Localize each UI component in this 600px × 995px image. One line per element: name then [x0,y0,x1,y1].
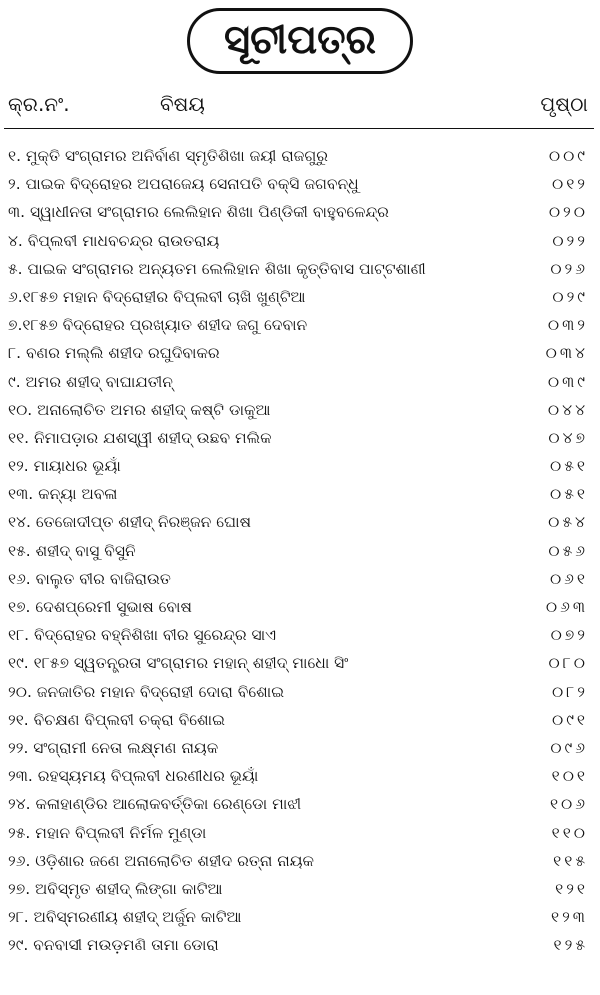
list-item-page: ୦୮୦ [548,654,588,673]
list-item-title: ୨. ପାଇକ ବିଦ୍ରୋହର ଅପରାଜେୟ ସେନାପତି ବକ୍ସି ଜଗବନ୍ଧୁ [8,175,359,194]
list-item-page: ୦୬୧ [549,569,588,588]
list-item-title: ୯. ଅମର ଶହୀଦ୍ ବାଘାଯତୀନ୍ [8,372,173,391]
list-item [0,537,600,565]
list-item [0,565,600,593]
list-item [0,198,600,226]
list-item-page: ୦୨୯ [552,287,588,306]
list-item [0,396,600,424]
list-item-title: ୨୧. ବିଚକ୍ଷଣ ବିପ୍ଲବୀ ଚକ୍ରା ବିଶୋଇ [8,710,225,729]
list-item-title: ୨୬. ଓଡ଼ିଶାର ଜଣେ ଅନାଲୋଚିତ ଶହୀଦ ରତ୍ନା ନାୟକ [8,851,314,870]
list-item-page: ୦୫୧ [550,485,588,504]
list-item-title: ୧୩. କନ୍ୟା ଅବଳା [8,485,118,504]
list-item-title: ୨୯. ବନବାସୀ ମଉଡ଼ମଣି ତାମା ଡୋରା [8,936,219,955]
list-item-page: ୧୨୧ [555,879,588,898]
list-item [0,368,600,396]
list-item [0,847,600,875]
list-item-title: ୭.୧୮୫୭ ବିଦ୍ରୋହର ପ୍ରଖ୍ୟାତ ଶହୀଦ ଜଗୁ ଦେବାନ [8,316,308,335]
list-item-title: ୩. ସ୍ୱାଧୀନତା ସଂଗ୍ରାମର ଲେଲିହାନ ଶିଖା ପିଣ୍ଡିକୀ ବାହୁବଳେନ୍ଦ୍ର [8,203,389,222]
header-serial-number: କ୍ର.ନଂ. [8,92,70,116]
list-item-title: ୨୪. କଳାହାଣ୍ଡିର ଆଲୋକବର୍ତ୍ତିକା ରେଣ୍ଡୋ ମାଝୀ [8,795,302,814]
list-item-title: ୧୫. ଶହୀଦ୍ ବାସୁ ବିସୁନି [8,541,136,560]
list-item-title: ୧୨. ମାୟାଧର ଭୂୟାଁ [8,457,121,476]
list-item-title: ୧. ମୁକ୍ତି ସଂଗ୍ରାମର ଅନିର୍ବାଣ ସ୍ମୃତିଶିଖା ଜୟୀ ରାଜଗୁରୁ [8,147,329,165]
list-item-page: ୦୨୬ [550,259,588,278]
header-page: ପୃଷ୍ଠା [540,92,588,116]
list-item-page: ୧୦୧ [551,767,588,786]
title-container [0,8,600,74]
list-item-page: ୦୦୯ [548,147,588,165]
list-item [0,790,600,818]
list-item-page: ୦୯୬ [550,738,588,757]
list-item-page: ୧୨୫ [553,936,588,955]
list-item [0,424,600,452]
header-divider [4,128,594,129]
list-item [0,649,600,677]
contents-list [0,142,600,959]
list-item-page: ୧୧୫ [553,851,588,870]
list-item [0,734,600,762]
list-item-page: ୧୨୩ [551,908,588,927]
list-item-page: ୦୪୭ [548,428,588,447]
list-item [0,621,600,649]
header-subject: ବିଷୟ [160,92,205,116]
list-item [0,339,600,367]
list-item-page: ୦୭୨ [550,626,588,645]
list-item [0,875,600,903]
list-item-page: ୦୩୯ [547,372,588,391]
list-item-title: ୧୪. ତେଜୋଦୀପ୍ତ ଶହୀଦ୍ ନିରଞ୍ଜନ ଘୋଷ [8,513,252,532]
list-item [0,508,600,536]
list-item-page: ୦୬୩ [545,598,588,616]
list-item [0,903,600,931]
list-item-title: ୧୯. ୧୮୫୭ ସ୍ୱତନ୍ତ୍ରତା ସଂଗ୍ରାମର ମହାନ୍ ଶହୀଦ୍ ମାଧୋ ସିଂ [8,654,349,673]
list-item-page: ୦୨୨ [552,231,588,250]
list-item-title: ୨୨. ସଂଗ୍ରାମୀ ନେତା ଲକ୍ଷ୍ମଣ ନାୟକ [8,738,219,757]
list-item [0,311,600,339]
list-item [0,819,600,847]
list-item-page: ୦୧୨ [551,175,588,194]
list-item-page: ୦୯୧ [551,710,588,729]
list-item [0,931,600,959]
list-item-page: ୦୨୦ [548,203,588,222]
list-item-title: ୨୭. ଅବିସ୍ମୃତ ଶହୀଦ୍ ଲିଙ୍ଗା କାଟିଆ [8,879,223,898]
list-item-title: ୧୦. ଅନାଲୋଚିତ ଅମର ଶହୀଦ୍ କଷ୍ଟି ଡାକୁଆ [8,400,271,419]
list-item-title: ୧୬. ବାଲୁତ ବୀର ବାଜିରାଉତ [8,569,171,588]
list-item [0,255,600,283]
list-item [0,678,600,706]
list-item-title: ୨୮. ଅବିସ୍ମରଣୀୟ ଶହୀଦ୍ ଅର୍ଜୁନ କାଟିଆ [8,908,242,927]
list-item [0,762,600,790]
page-title: ସୂଚୀପତ୍ର [187,8,413,74]
list-item [0,593,600,621]
list-item [0,452,600,480]
list-item-title: ୮. ବଣର ମଲ୍ଲି ଶହୀଦ ରଘୁଦିବାକର [8,344,220,363]
table-header [0,92,600,122]
list-item [0,480,600,508]
list-item-title: ୨୫. ମହାନ ବିପ୍ଲବୀ ନିର୍ମଳ ମୁଣ୍ଡା [8,823,207,842]
list-item-page: ୧୧୦ [551,823,588,842]
list-item-page: ୦୫୬ [548,541,588,560]
list-item-page: ୦୪୪ [547,400,588,419]
list-item-page: ୦୫୧ [550,457,588,476]
list-item [0,142,600,170]
list-item-title: ୫. ପାଇକ ସଂଗ୍ରାମର ଅନ୍ୟତମ ଲେଲିହାନ ଶିଖା କୃତ୍ତିବାସ ପାଟ୍ଟଶାଣୀ [8,259,426,278]
list-item-page: ୦୩୨ [547,316,588,335]
list-item-title: ୧୧. ନିମାପଡ଼ାର ଯଶସ୍ୱୀ ଶହୀଦ୍ ଉଛବ ମଲିକ [8,428,272,447]
list-item-title: ୪. ବିପ୍ଲବୀ ମାଧବଚନ୍ଦ୍ର ରାଉତରାୟ [8,231,220,250]
list-item [0,283,600,311]
list-item-title: ୨୦. ଜନଜାତିର ମହାନ ବିଦ୍ରୋହୀ ଦୋରା ବିଶୋଇ [8,682,285,701]
list-item-title: ୬.୧୮୫୭ ମହାନ ବିଦ୍ରୋହୀର ବିପ୍ଲବୀ ଚାଖି ଖୁଣ୍ଟିଆ [8,287,306,306]
list-item-page: ୦୩୪ [545,344,588,363]
list-item-title: ୧୮. ବିଦ୍ରୋହର ବହ୍ନିଶିଖା ବୀର ସୁରେନ୍ଦ୍ର ସାଏ [8,626,277,645]
list-item-title: ୨୩. ରହସ୍ୟମୟ ବିପ୍ଲବୀ ଧରଣୀଧର ଭୂୟାଁ [8,767,259,786]
list-item-title: ୧୭. ଦେଶପ୍ରେମୀ ସୁଭାଷ ବୋଷ [8,598,192,616]
list-item [0,170,600,198]
list-item [0,706,600,734]
list-item-page: ୦୮୨ [551,682,588,701]
list-item-page: ୧୦୬ [549,795,588,814]
list-item [0,227,600,255]
list-item-page: ୦୫୪ [548,513,588,532]
